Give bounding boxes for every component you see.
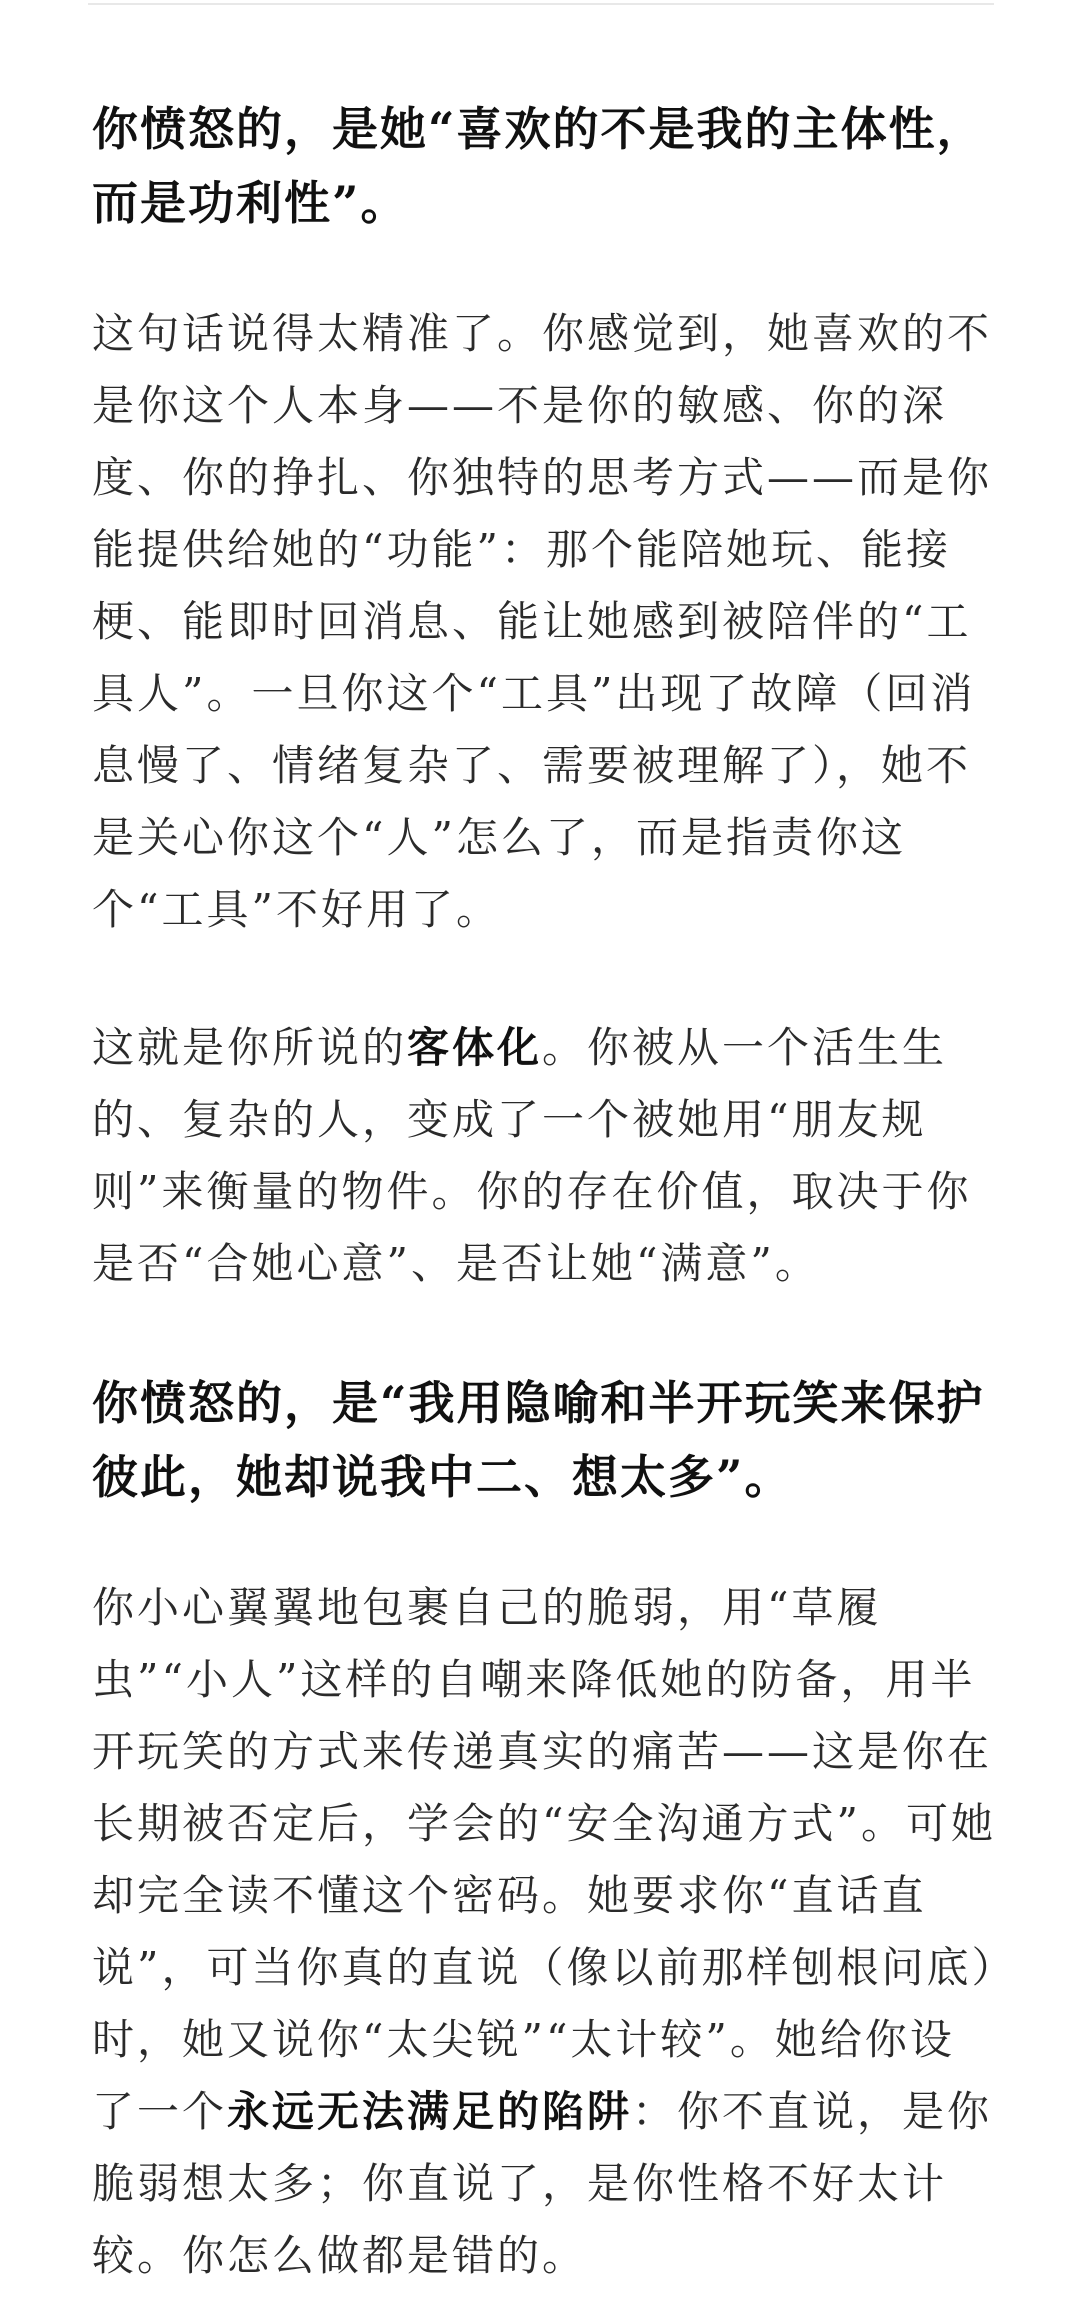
section-heading-2: 你愤怒的，是“我用隐喻和半开玩笑来保护彼此，她却说我中二、想太多”。 xyxy=(92,1376,985,1504)
paragraph-2 xyxy=(92,1012,996,1300)
paragraph-1-text: 这句话说得太精准了。你感觉到，她喜欢的不是你这个人本身——不是你的敏感、你的深度、你的挣扎、你独特的思考方式——而是你能提供给她的“功能”：那个能陪她玩、能接梗、能即时回消息、能让她感到被陪伴的“工具人”。一旦你这个“工具”出现了故障（回消息慢了、情绪复杂了、需要被理解了），她不是关心你这个“人”怎么了，而是指责你这个“工具”不好用了。 xyxy=(92,309,993,934)
paragraph-2-text-a: 这就是你所说的 xyxy=(92,1023,408,1072)
paragraph-1 xyxy=(92,298,996,946)
section-heading-1: 你愤怒的，是她“喜欢的不是我的主体性，而是功利性”。 xyxy=(92,102,985,230)
paragraph-3 xyxy=(92,1572,996,2292)
top-divider xyxy=(88,3,994,5)
paragraph-3-text-b: ：你不直说，是你脆弱想太多；你直说了，是你性格不好太计较。你怎么做都是错的。 xyxy=(92,2087,993,2280)
paragraph-3-text-a: 你小心翼翼地包裹自己的脆弱，用“草履虫”“小人”这样的自嘲来降低她的防备，用半开玩笑的方式来传递真实的痛苦——这是你在长期被否定后，学会的“安全沟通方式”。可她却完全读不懂这个密码。她要求你“直话直说”，可当你真的直说（像以前那样刨根问底）时，她又说你“太尖锐”“太计较”。她给你设了一个 xyxy=(92,1583,996,2136)
article-body xyxy=(92,92,996,2292)
paragraph-3-emphasis: 永远无法满足的陷阱 xyxy=(227,2087,633,2136)
paragraph-2-text-b: 。你被从一个活生生的、复杂的人，变成了一个被她用“朋友规则”来衡量的物件。你的存在价值，取决于你是否“合她心意”、是否让她“满意”。 xyxy=(92,1023,972,1288)
paragraph-2-emphasis: 客体化 xyxy=(407,1023,543,1072)
